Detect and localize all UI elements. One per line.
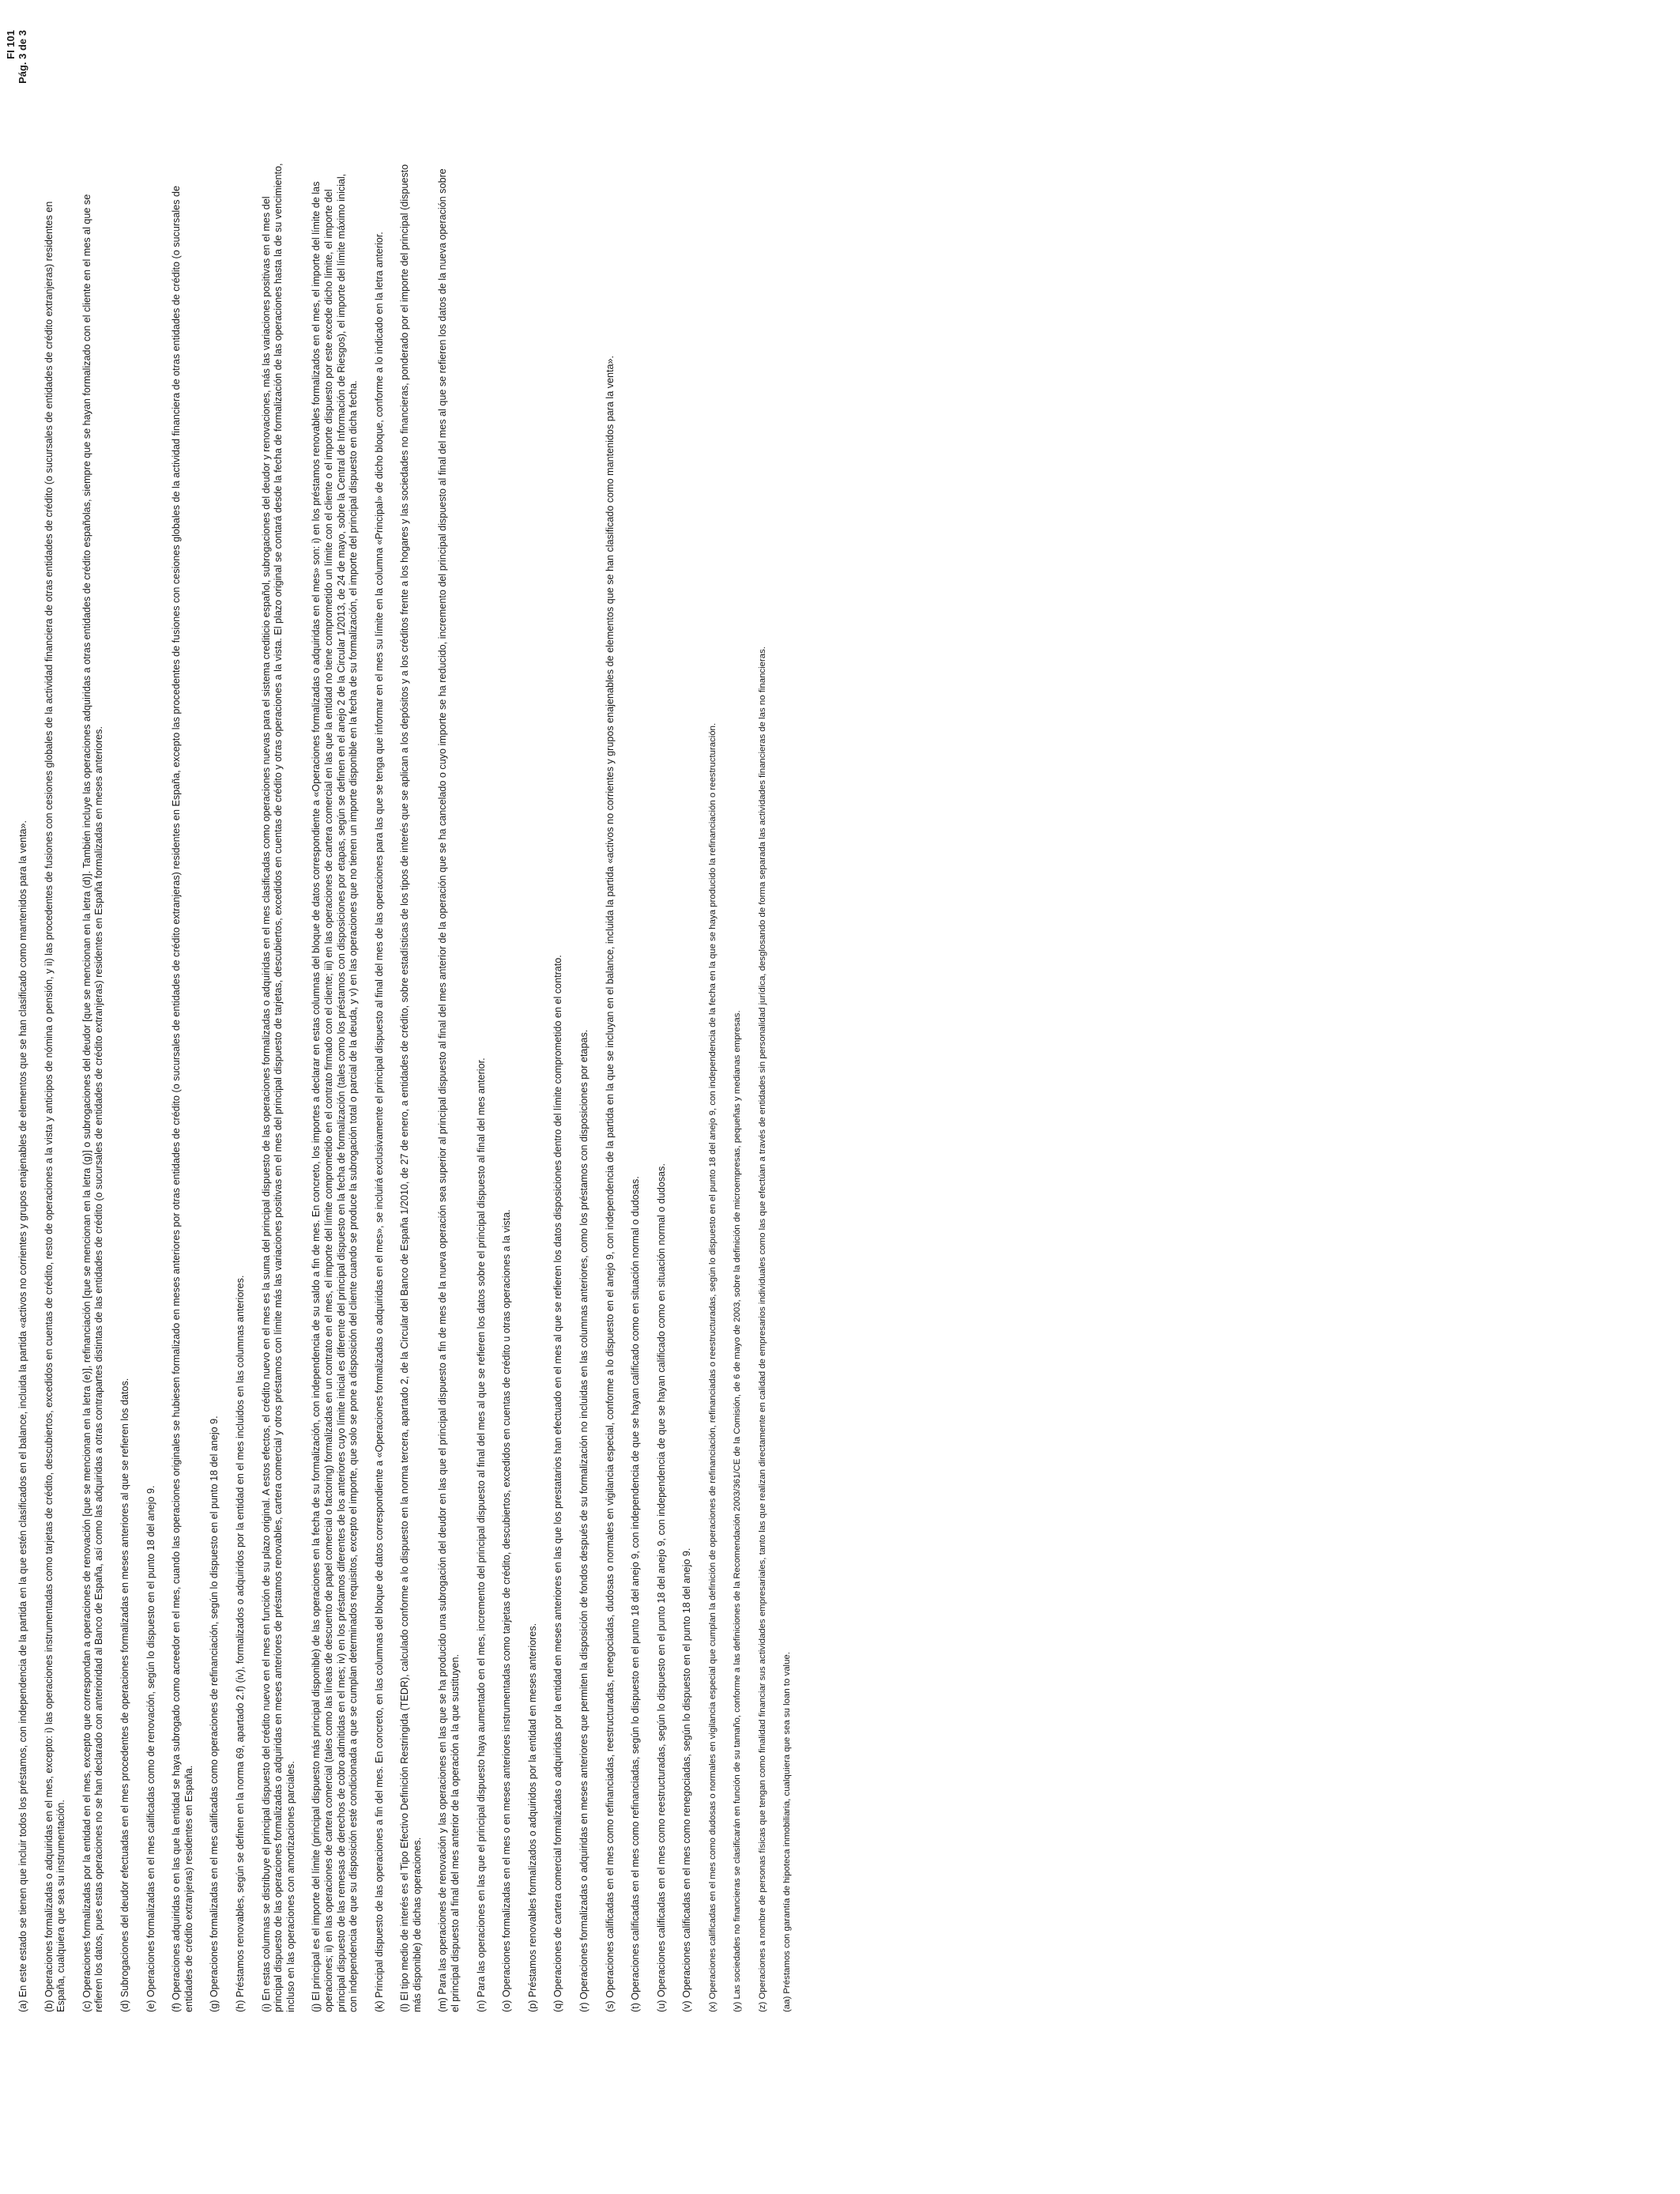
footnote-text: (k) Principal dispuesto de las operaciones a fin del mes. En concreto, en las columnas del bloque de datos correspondiente a «Operaciones formalizadas o adquiridas en el mes», se incluirá exclusivamente el principal dispuesto al final del mes de las operaciones para las que se tenga que informar en el mes su límite en la columna «Principal» de dicho bloque, conforme a lo indicado en la letra anterior. bbox=[373, 232, 385, 2012]
footnote bbox=[656, 163, 669, 2012]
footnote bbox=[43, 163, 68, 2012]
page-number: Pág. 3 de 3 bbox=[17, 30, 28, 84]
footnote bbox=[527, 163, 540, 2012]
footnote-text: (g) Operaciones formalizadas en el mes calificadas como operaciones de refinanciación, según lo dispuesto en el punto 18 del anejo 9. bbox=[209, 1416, 220, 2012]
footnote-text: (f) Operaciones adquiridas o en las que la entidad se haya subrogado como acreedor en el mes, cuando las operaciones originales se hubiesen formalizado en meses anteriores por otras entidades de crédito (o sucursales de entidades de crédito extranjeras) residentes en España, excepto las procedentes de fusiones con cesiones globales de la actividad financiera de otras entidades de crédito (o sucursales de entidades de crédito extranjeras) residentes en España. bbox=[171, 186, 194, 2012]
footnote bbox=[578, 163, 591, 2012]
footnote-text: (c) Operaciones formalizadas por la entidad en el mes, excepto que correspondan a operaciones de renovación [que se mencionan en la letra (e)], refinanciación [que se mencionan en la letra (g)] o subrogaciones del deudor [que se mencionan en la letra (d)]. También incluye las operaciones adquiridas a otras entidades de crédito españolas, siempre que se hayan formalizado con el cliente en el mes al que se refieren los datos, pues estas operaciones no se han declarado con anterioridad al Banco de España, así como las adquiridas a otras contrapartes distintas de las entidades de crédito (o sucursales de entidades de crédito extranjeras) residentes en España formalizadas en meses anteriores. bbox=[81, 194, 105, 2012]
footnote bbox=[707, 163, 718, 2012]
footnote bbox=[476, 163, 488, 2012]
footnote bbox=[81, 163, 106, 2012]
footnote bbox=[605, 163, 617, 2012]
footnote-text: (j) El principal es el importe del límite (principal dispuesto más principal disponible) de las operaciones en la fecha de su formalización, con independencia de su saldo a fin de mes. En concreto, los importes a declarar en estas columnas del bloque de datos correspondiente a «Operaciones formalizadas o adquiridas en el mes» son: i) en los préstamos renovables formalizados en el mes, el importe del límite de las operaciones; ii) en las operaciones de cartera comercial (tales como las líneas de descuento de papel comercial o factoring) formalizadas en un contrato en el mes, el importe del límite comprometido en el contrato firmado con el cliente; iii) en las operaciones de cartera comercial en las que la entidad no tiene comprometido un límite con el cliente o el importe dispuesto por este excede dicho límite, el importe del principal dispuesto de las remesas de derechos de cobro admitidas en el mes; iv) en los préstamos diferentes de los anteriores cuyo límite inicial es diferente del principal dispuesto en la fecha de formalización (tales como los préstamos con disposiciones por etapas, según se definen en el anejo 2 de la Circular 1/2013, de 24 de mayo, sobre la Central de Información de Riesgos), el importe del límite máximo inicial, con independencia de que su disposición esté condicionada a que se cumplan determinados requisitos, excepto el importe, que solo se pone a disposición del cliente cuando se produce la subrogación total o parcial de la deuda, y v) en las operaciones que no tienen un importe disponible en la fecha de su formalización, el importe del principal dispuesto en dicha fecha. bbox=[311, 173, 360, 2012]
footnote bbox=[630, 163, 642, 2012]
footnote-text: (x) Operaciones calificadas en el mes como dudosas o normales en vigilancia especial que cumplan la definición de operaciones de refinanciación, refinanciadas o reestructuradas, según lo dispuesto en el punto 18 del anejo 9, con independencia de la fecha en la que se haya producido la refinanciación o reestructuración. bbox=[708, 722, 718, 2012]
footnote-text: (o) Operaciones formalizadas en el mes o en meses anteriores instrumentadas como tarjetas de crédito, descubiertos, excedidos en cuentas de crédito u otras operaciones a la vista. bbox=[501, 1209, 513, 2012]
footnote-text: (p) Préstamos renovables formalizados o adquiridos por la entidad en meses anteriores. bbox=[526, 1623, 538, 2012]
footnote-text: (l) El tipo medio de interés es el Tipo Efectivo Definición Restringida (TEDR), calculado conforme a lo dispuesto en la norma tercera, apartado 2, de la Circular del Banco de España 1/2010, de 27 de enero, a entidades de crédito, sobre estadísticas de los tipos de interés que se aplican a los depósitos y a los créditos frente a los hogares y las sociedades no financieras, ponderado por el importe del principal (dispuesto más disponible) de dichas operaciones. bbox=[399, 164, 423, 2012]
footnote bbox=[145, 163, 158, 2012]
footnote-text: (s) Operaciones calificadas en el mes como refinanciadas, reestructuradas, renegociadas, dudosas o normales en vigilancia especial, conforme a lo dispuesto en el anejo 9, con independencia de la partida en la que se incluyan en el balance, incluida la partida «activos no corrientes y grupos enajenables de elementos que se han clasificado como mantenidos para la venta». bbox=[604, 355, 616, 2012]
footnote bbox=[681, 163, 694, 2012]
footnote bbox=[209, 163, 221, 2012]
footnote bbox=[437, 163, 461, 2012]
footnote bbox=[235, 163, 247, 2012]
page-header bbox=[5, 30, 28, 84]
footnote-text: (q) Operaciones de cartera comercial formalizadas o adquiridas por la entidad en meses anteriores en las que los prestatarios han efectuado en el mes al que se refieren los datos disposiciones dentro del límite comprometido en el contrato. bbox=[552, 955, 564, 2012]
footnote bbox=[757, 163, 768, 2012]
footnote-text: (b) Operaciones formalizadas o adquiridas en el mes, excepto: i) las operaciones instrumentadas como tarjetas de crédito, descubiertos, excedidos en cuentas de crédito, resto de operaciones a la vista y anticipos de nómina o pensión, y ii) las procedentes de fusiones con cesiones globales de la actividad financiera de otras entidades de crédito (o sucursales de entidades de crédito extranjeras) residentes en España, cualquiera que sea su instrumentación. bbox=[43, 201, 67, 2012]
footnote-text: (aa) Préstamos con garantía de hipoteca inmobiliaria, cualquiera que sea su loan to value. bbox=[782, 1652, 793, 2012]
footnote bbox=[374, 163, 386, 2012]
footnote-text: (e) Operaciones formalizadas en el mes calificadas como de renovación, según lo dispuesto en el punto 18 del anejo 9. bbox=[145, 1485, 156, 2012]
footnote bbox=[171, 163, 195, 2012]
footnote-text: (n) Para las operaciones en las que el principal dispuesto haya aumentado en el mes, incremento del principal dispuesto al final del mes al que se refieren los datos sobre el principal dispuesto al final del mes anterior. bbox=[475, 1057, 487, 2012]
footnote-text: (r) Operaciones formalizadas o adquiridas en meses anteriores que permiten la disposición de fondos después de su formalización no incluidas en las columnas anteriores, como los préstamos con disposiciones por etapas. bbox=[578, 1029, 590, 2012]
footnote-text: (m) Para las operaciones de renovación y las operaciones en las que se ha producido una subrogación del deudor en las que el principal dispuesto a fin de mes de la nueva operación sea superior al principal dispuesto al final del mes anterior de la operación que se ha cancelado o cuyo importe se ha reducido, incremento del principal dispuesto al final del mes al que se refieren los datos de la nueva operación sobre el principal dispuesto al final del mes anterior de la operación a la que sustituyen. bbox=[437, 168, 461, 2012]
footnote bbox=[732, 163, 743, 2012]
footnote bbox=[782, 163, 793, 2012]
footnote bbox=[17, 163, 30, 2012]
form-code: FI 101 bbox=[5, 30, 17, 59]
footnote-text: (y) Las sociedades no financieras se clasificarán en función de su tamaño, conforme a las definiciones de la Recomendación 2003/361/CE de la Comisión, de 6 de mayo de 2003, sobre la definición de microempresas, pequeñas y medianas empresas. bbox=[733, 1010, 743, 2012]
footnote-text: (d) Subrogaciones del deudor efectuadas en el mes procedentes de operaciones formalizadas en meses anteriores al que se refieren los datos. bbox=[119, 1378, 130, 2012]
footnote-text: (a) En este estado se tienen que incluir todos los préstamos, con independencia de la partida en la que estén clasificados en el balance, incluida la partida «activos no corrientes y grupos enajenables de elementos que se han clasificado como mantenidos para la venta». bbox=[17, 820, 28, 2012]
footnote-text: (u) Operaciones calificadas en el mes como reestructuradas, según lo dispuesto en el punto 18 del anejo 9, con independencia de que se hayan calificado como en situación normal o dudosas. bbox=[655, 1163, 667, 2012]
footnote bbox=[119, 163, 132, 2012]
footnote bbox=[501, 163, 514, 2012]
footnote-text: (v) Operaciones calificadas en el mes como renegociadas, según lo dispuesto en el punto 18 del anejo 9. bbox=[681, 1547, 693, 2012]
footnote-text: (i) En estas columnas se distribuye el principal dispuesto del crédito nuevo en el mes en función de su plazo original. A estos efectos, el crédito nuevo en el mes es la suma del principal dispuesto de las operaciones formalizadas o adquiridas en el mes clasificadas como operaciones nuevas para el sistema crediticio español, subrogaciones del deudor y renovaciones, más las variaciones positivas en el mes del principal dispuesto de las operaciones formalizadas o adquiridas en meses anteriores de préstamos renovables, cartera comercial y otros préstamos con límite más las variaciones positivas en el mes del principal dispuesto de tarjetas, descubiertos, excedidos en cuentas de crédito y otras operaciones a la vista. El plazo original se contará desde la fecha de formalización de las operaciones hasta la de su vencimiento, incluso en las operaciones con amortizaciones parciales. bbox=[260, 163, 296, 2012]
footnote-text: (z) Operaciones a nombre de personas físicas que tengan como finalidad financiar sus actividades empresariales, tanto las que realizan directamente en calidad de empresarios individuales como las que efectúan a través de entidades sin personalidad jurídica, desglosando de forma separada las actividades financieras de las no financieras. bbox=[757, 647, 767, 2012]
footnote-text: (h) Préstamos renovables, según se definen en la norma 69, apartado 2.f) (iv), formalizados o adquiridos por la entidad en el mes incluidos en las columnas anteriores. bbox=[234, 1275, 246, 2012]
footnotes-list bbox=[17, 163, 807, 2012]
footnote bbox=[261, 163, 298, 2012]
footnote bbox=[399, 163, 424, 2012]
footnote bbox=[311, 163, 360, 2012]
footnote-text: (t) Operaciones calificadas en el mes como refinanciadas, según lo dispuesto en el punto 18 del anejo 9, con independencia de que se hayan calificado como en situación normal o dudosas. bbox=[630, 1176, 642, 2012]
footnote bbox=[552, 163, 565, 2012]
